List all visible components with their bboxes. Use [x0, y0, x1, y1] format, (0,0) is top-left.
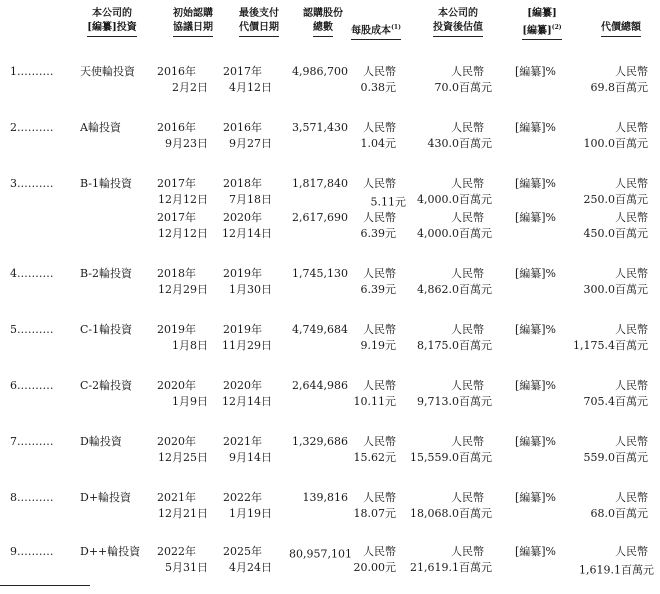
table-row	[0, 322, 660, 372]
shares-total-2: 2,617,690	[292, 211, 348, 224]
cost-per-share: 10.11元	[353, 395, 396, 408]
ownership-ratio: [編纂]%	[514, 267, 556, 280]
total-consideration: 1,619.1百萬元	[579, 563, 654, 577]
investment-round: B-1輪投資	[80, 177, 133, 190]
row-number: 3.………	[10, 177, 54, 190]
payment-year: 2019年	[223, 323, 262, 336]
shares-total: 3,571,430	[292, 121, 348, 134]
investment-round: A輪投資	[80, 121, 121, 134]
payment-day: 12月14日	[222, 395, 272, 408]
shares-total: 1,745,130	[292, 267, 348, 280]
cost-per-share: 0.38元	[360, 81, 396, 94]
valuation-currency: 人民幣	[451, 121, 484, 134]
post-money-valuation-2: 4,000.0百萬元	[417, 227, 492, 240]
subscription-year: 2016年	[157, 121, 196, 134]
investment-round: D++輪投資	[80, 545, 141, 558]
investment-round: C-2輪投資	[80, 379, 133, 392]
post-money-valuation: 430.0百萬元	[427, 137, 492, 150]
shares-total: 2,644,986	[292, 379, 348, 392]
payment-day-2: 12月14日	[222, 227, 272, 240]
header-ratio-note: (2)	[551, 24, 562, 31]
total-consideration: 69.8百萬元	[590, 81, 648, 94]
consideration-currency: 人民幣	[615, 491, 648, 504]
table-row	[0, 490, 660, 540]
investment-round: D+輪投資	[80, 491, 132, 504]
cost-currency: 人民幣	[363, 491, 396, 504]
ownership-ratio: [編纂]%	[514, 323, 556, 336]
table-row	[0, 544, 660, 594]
subscription-year: 2020年	[157, 379, 196, 392]
header-subscription-date	[162, 7, 224, 37]
ownership-ratio: [編纂]%	[514, 435, 556, 448]
cost-currency: 人民幣	[363, 435, 396, 448]
total-consideration: 1,175.4百萬元	[573, 339, 648, 352]
subscription-day: 2月2日	[172, 81, 208, 94]
valuation-currency: 人民幣	[451, 177, 484, 190]
subscription-day: 9月23日	[165, 137, 208, 150]
table-row	[0, 176, 660, 240]
payment-day: 9月14日	[229, 451, 272, 464]
header-valuation-line1: 本公司的	[438, 8, 478, 19]
valuation-currency: 人民幣	[451, 379, 484, 392]
header-valuation	[418, 7, 498, 37]
investment-round: 天使輪投資	[80, 65, 135, 78]
post-money-valuation: 4,000.0百萬元	[417, 193, 492, 206]
cost-per-share: 5.11元	[370, 195, 406, 209]
header-investor-line2: [編纂]投資	[87, 21, 136, 37]
subscription-day: 12月12日	[158, 193, 208, 206]
total-consideration: 300.0百萬元	[583, 283, 648, 296]
subscription-year: 2022年	[157, 545, 196, 558]
investment-round: C-1輪投資	[80, 323, 133, 336]
investment-round: D輪投資	[80, 435, 122, 448]
ownership-ratio: [編纂]%	[514, 121, 556, 134]
valuation-currency: 人民幣	[451, 65, 484, 78]
subscription-day: 12月29日	[158, 283, 208, 296]
payment-year: 2020年	[223, 379, 262, 392]
post-money-valuation: 4,862.0百萬元	[417, 283, 492, 296]
subscription-day: 1月9日	[172, 395, 208, 408]
payment-year: 2017年	[223, 65, 262, 78]
ownership-ratio: [編纂]%	[514, 379, 556, 392]
header-payment-line2: 代價日期	[239, 21, 279, 37]
table-row	[0, 378, 660, 428]
subscription-day: 1月8日	[172, 339, 208, 352]
valuation-currency: 人民幣	[451, 267, 484, 280]
shares-total: 1,817,840	[292, 177, 348, 190]
cost-per-share: 1.04元	[360, 137, 396, 150]
header-cost	[336, 21, 416, 40]
total-consideration-2: 450.0百萬元	[583, 227, 648, 240]
row-number: 1.………	[10, 65, 54, 78]
consideration-currency: 人民幣	[615, 323, 648, 336]
header-ratio-line1: [編纂]	[527, 8, 557, 19]
payment-year: 2016年	[223, 121, 262, 134]
consideration-currency: 人民幣	[615, 177, 648, 190]
cost-currency-2: 人民幣	[363, 211, 396, 224]
subscription-day: 12月25日	[158, 451, 208, 464]
valuation-currency: 人民幣	[451, 545, 484, 558]
cost-currency: 人民幣	[363, 267, 396, 280]
subscription-day: 12月21日	[158, 507, 208, 520]
post-money-valuation: 70.0百萬元	[434, 81, 492, 94]
header-shares-line2: 總數	[313, 21, 333, 37]
ownership-ratio: [編纂]%	[514, 545, 556, 558]
row-number: 8.………	[10, 491, 54, 504]
valuation-currency-2: 人民幣	[451, 211, 484, 224]
subscription-day-2: 12月12日	[158, 227, 208, 240]
payment-year: 2018年	[223, 177, 262, 190]
post-money-valuation: 8,175.0百萬元	[417, 339, 492, 352]
header-subscription-line1: 初始認購	[173, 8, 213, 19]
shares-total: 4,986,700	[292, 65, 348, 78]
table-row	[0, 434, 660, 484]
post-money-valuation: 18,068.0百萬元	[410, 507, 492, 520]
subscription-day: 5月31日	[165, 561, 208, 574]
post-money-valuation: 15,559.0百萬元	[410, 451, 492, 464]
ownership-ratio: [編纂]%	[514, 491, 556, 504]
cost-per-share: 15.62元	[353, 451, 396, 464]
table-row	[0, 120, 660, 170]
consideration-currency: 人民幣	[615, 435, 648, 448]
consideration-currency: 人民幣	[615, 379, 648, 392]
header-investor	[72, 7, 152, 37]
subscription-year: 2016年	[157, 65, 196, 78]
valuation-currency: 人民幣	[451, 323, 484, 336]
payment-day: 11月29日	[222, 339, 272, 352]
table-row	[0, 64, 660, 114]
total-consideration: 68.0百萬元	[590, 507, 648, 520]
consideration-currency: 人民幣	[615, 545, 648, 558]
cost-currency: 人民幣	[363, 121, 396, 134]
subscription-year: 2020年	[157, 435, 196, 448]
header-consideration-label: 代價總額	[601, 21, 641, 37]
header-payment-line1: 最後支付	[239, 8, 279, 19]
row-number: 9.………	[10, 545, 54, 558]
table-row	[0, 266, 660, 316]
shares-total: 4,749,684	[292, 323, 348, 336]
post-money-valuation: 9,713.0百萬元	[417, 395, 492, 408]
cost-per-share: 20.00元	[353, 561, 396, 574]
ownership-ratio-2: [編纂]%	[514, 211, 556, 224]
subscription-year-2: 2017年	[157, 211, 196, 224]
header-investor-line1: 本公司的	[92, 8, 132, 19]
subscription-year: 2019年	[157, 323, 196, 336]
cost-per-share: 18.07元	[353, 507, 396, 520]
ownership-ratio: [編纂]%	[514, 65, 556, 78]
consideration-currency: 人民幣	[615, 121, 648, 134]
header-ratio-line2: [編纂]	[522, 25, 552, 37]
cost-currency: 人民幣	[363, 65, 396, 78]
consideration-currency-2: 人民幣	[615, 211, 648, 224]
payment-year-2: 2020年	[223, 211, 262, 224]
cost-per-share-2: 6.39元	[360, 227, 396, 240]
payment-year: 2022年	[223, 491, 262, 504]
shares-total: 139,816	[302, 491, 348, 504]
post-money-valuation: 21,619.1百萬元	[410, 561, 492, 574]
subscription-year: 2021年	[157, 491, 196, 504]
payment-day: 7月18日	[229, 193, 272, 206]
header-payment-date	[228, 7, 290, 37]
header-cost-label: 每股成本	[351, 25, 392, 37]
payment-day: 1月19日	[229, 507, 272, 520]
header-subscription-line2: 協議日期	[173, 21, 213, 37]
header-shares-line1: 認購股份	[303, 8, 343, 19]
valuation-currency: 人民幣	[451, 491, 484, 504]
header-ratio	[512, 7, 572, 40]
payment-day: 4月12日	[229, 81, 272, 94]
valuation-currency: 人民幣	[451, 435, 484, 448]
cost-per-share: 6.39元	[360, 283, 396, 296]
row-number: 2.………	[10, 121, 54, 134]
header-cost-note: (1)	[391, 24, 401, 31]
payment-day: 1月30日	[229, 283, 272, 296]
cost-currency: 人民幣	[363, 177, 396, 190]
payment-day: 4月24日	[229, 561, 272, 574]
header-valuation-line2: 投資後估值	[433, 21, 483, 37]
row-number: 4.………	[10, 267, 54, 280]
shares-total: 1,329,686	[292, 435, 348, 448]
payment-year: 2021年	[223, 435, 262, 448]
cost-currency: 人民幣	[363, 379, 396, 392]
total-consideration: 705.4百萬元	[583, 395, 648, 408]
total-consideration: 559.0百萬元	[583, 451, 648, 464]
payment-year: 2019年	[223, 267, 262, 280]
payment-year: 2025年	[223, 545, 262, 558]
investment-round: B-2輪投資	[80, 267, 133, 280]
shares-total: 80,957,101	[289, 547, 352, 561]
subscription-year: 2017年	[157, 177, 196, 190]
cost-per-share: 9.19元	[360, 339, 396, 352]
cost-currency: 人民幣	[363, 323, 396, 336]
row-number: 5.………	[10, 323, 54, 336]
consideration-currency: 人民幣	[615, 267, 648, 280]
total-consideration: 100.0百萬元	[583, 137, 648, 150]
total-consideration: 250.0百萬元	[583, 193, 648, 206]
row-number: 7.………	[10, 435, 54, 448]
cost-currency: 人民幣	[363, 545, 396, 558]
payment-day: 9月27日	[229, 137, 272, 150]
footnote-rule	[0, 585, 90, 586]
row-number: 6.………	[10, 379, 54, 392]
consideration-currency: 人民幣	[615, 65, 648, 78]
subscription-year: 2018年	[157, 267, 196, 280]
ownership-ratio: [編纂]%	[514, 177, 556, 190]
header-consideration	[586, 21, 656, 37]
